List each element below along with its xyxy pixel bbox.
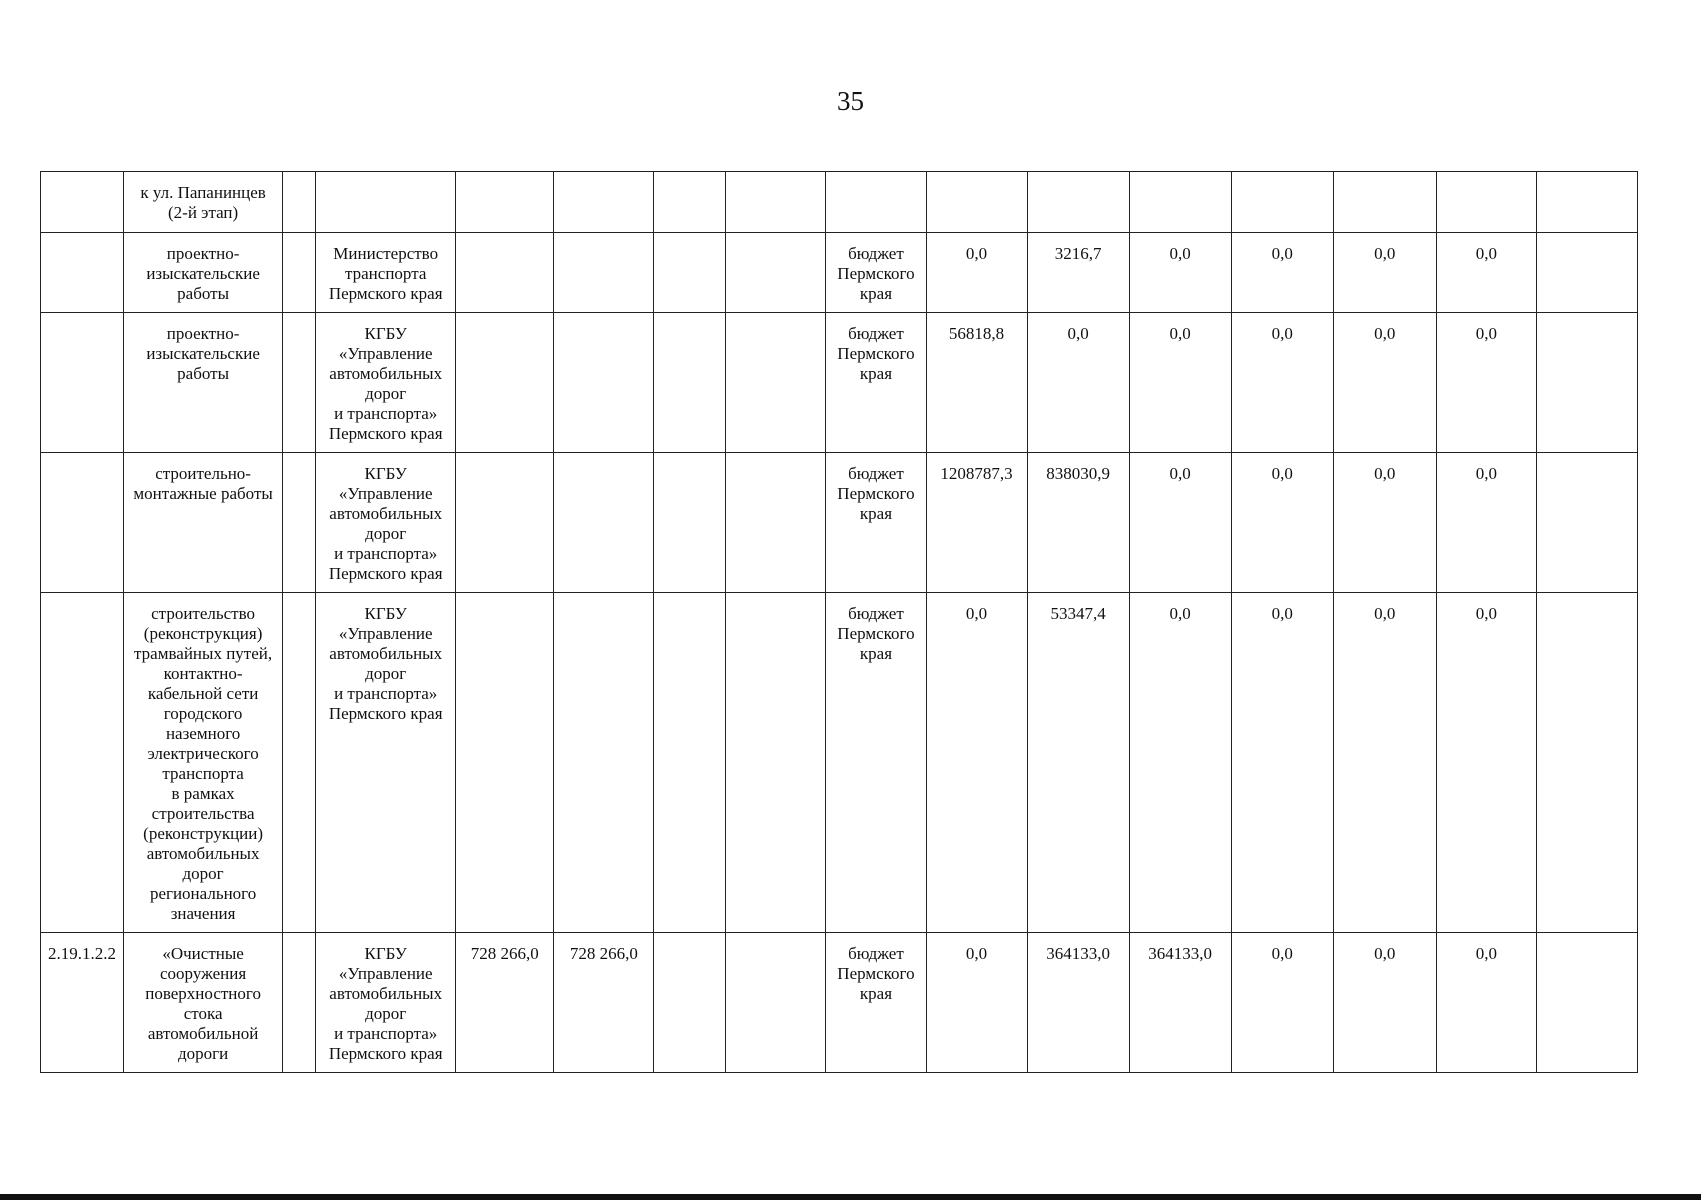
cell-name-line: трамвайных путей,	[134, 644, 273, 663]
cell-name-line: «Очистные	[162, 944, 244, 963]
cell-executor-line: Пермского края	[328, 1044, 443, 1063]
cell-name	[124, 933, 283, 1073]
cell-empty	[1536, 933, 1637, 1073]
cell-name-line: транспорта	[162, 764, 244, 783]
cell-name-line: (2-й этап)	[168, 203, 239, 222]
cell-value-3	[1129, 172, 1231, 233]
cell-value-2: 838030,9	[1027, 453, 1129, 593]
cell-value-5	[1333, 172, 1436, 233]
cell-empty	[654, 453, 726, 593]
cell-executor-line: Пермского края	[328, 284, 443, 303]
cell-value-2: 53347,4	[1027, 593, 1129, 933]
cell-code	[41, 593, 124, 933]
cell-value-6: 0,0	[1436, 593, 1536, 933]
cell-empty	[726, 313, 826, 453]
cell-value-2	[1027, 172, 1129, 233]
cell-cost-1	[456, 313, 554, 453]
cell-executor-line: автомобильных	[329, 364, 443, 383]
cell-value-3: 364133,0	[1129, 933, 1231, 1073]
cell-value-6: 0,0	[1436, 313, 1536, 453]
cell-executor	[316, 233, 456, 313]
cell-value-3: 0,0	[1129, 233, 1231, 313]
cell-funding-source	[826, 593, 926, 933]
cell-name-line: строительно-	[155, 464, 251, 483]
cell-cost-1	[456, 172, 554, 233]
cell-funding-source-line: бюджет	[848, 464, 904, 483]
cell-empty	[1536, 172, 1637, 233]
cell-executor-line: «Управление	[338, 964, 433, 983]
cell-executor-line: и транспорта»	[334, 1024, 438, 1043]
cell-code	[41, 172, 124, 233]
cell-executor	[316, 593, 456, 933]
cell-funding-source	[826, 453, 926, 593]
cell-executor-line: транспорта	[345, 264, 427, 283]
cell-funding-source-line: бюджет	[848, 944, 904, 963]
cell-value-4: 0,0	[1231, 933, 1333, 1073]
page-number: 35	[837, 86, 864, 116]
cell-executor-line: Пермского края	[328, 424, 443, 443]
cell-funding-source-line: Пермского	[837, 264, 915, 283]
cell-funding-source-line: Пермского	[837, 964, 915, 983]
cell-value-3: 0,0	[1129, 453, 1231, 593]
cell-value-4: 0,0	[1231, 453, 1333, 593]
cell-value-3: 0,0	[1129, 313, 1231, 453]
cell-cost-2	[554, 453, 654, 593]
cell-name-line: к ул. Папанинцев	[140, 183, 266, 202]
table-row	[41, 233, 1638, 313]
cell-name-line: дороги	[177, 1044, 229, 1063]
cell-name-line: изыскательские	[146, 264, 260, 283]
cell-funding-source-line: края	[859, 984, 893, 1003]
cell-funding-source-line: бюджет	[848, 604, 904, 623]
cell-executor-line: КГБУ	[364, 464, 407, 483]
cell-name-line: изыскательские	[146, 344, 260, 363]
cell-name-line: поверхностного	[145, 984, 261, 1003]
cell-executor-line: Министерство	[333, 244, 439, 263]
cell-value-5: 0,0	[1333, 453, 1436, 593]
cell-executor-line: и транспорта»	[334, 684, 438, 703]
cell-name-line: проектно-	[166, 324, 240, 343]
cell-funding-source-line: бюджет	[848, 324, 904, 343]
cell-executor-line: автомобильных	[329, 644, 443, 663]
cell-empty	[654, 233, 726, 313]
table-body	[41, 172, 1638, 1073]
cell-value-3: 0,0	[1129, 593, 1231, 933]
cell-empty	[1536, 453, 1637, 593]
cell-empty	[726, 172, 826, 233]
cell-name	[124, 313, 283, 453]
cell-executor	[316, 933, 456, 1073]
cell-value-6: 0,0	[1436, 453, 1536, 593]
cell-value-5: 0,0	[1333, 233, 1436, 313]
cell-value-1: 1208787,3	[926, 453, 1027, 593]
cell-cost-2: 728 266,0	[554, 933, 654, 1073]
cell-value-5: 0,0	[1333, 933, 1436, 1073]
cell-executor-line: КГБУ	[364, 324, 407, 343]
cell-value-6: 0,0	[1436, 933, 1536, 1073]
cell-executor-line: «Управление	[338, 344, 433, 363]
cell-value-2: 364133,0	[1027, 933, 1129, 1073]
cell-name	[124, 172, 283, 233]
cell-name-line: монтажные работы	[133, 484, 273, 503]
cell-code	[41, 233, 124, 313]
cell-executor-line: автомобильных	[329, 984, 443, 1003]
cell-value-1: 0,0	[926, 933, 1027, 1073]
cell-funding-source-line: края	[859, 284, 893, 303]
cell-executor-line: дорог	[365, 1004, 407, 1023]
cell-funding-source-line: Пермского	[837, 624, 915, 643]
cell-value-4: 0,0	[1231, 313, 1333, 453]
cell-name-line: работы	[177, 284, 229, 303]
cell-empty	[283, 453, 316, 593]
cell-name-line: автомобильной	[147, 1024, 259, 1043]
cell-name-line: строительство	[151, 604, 256, 623]
cell-executor-line: дорог	[365, 384, 407, 403]
cell-funding-source	[826, 172, 926, 233]
cell-executor-line: дорог	[365, 524, 407, 543]
cell-empty	[283, 313, 316, 453]
cell-empty	[1536, 593, 1637, 933]
cell-cost-1	[456, 453, 554, 593]
cell-value-1: 0,0	[926, 593, 1027, 933]
cell-empty	[654, 593, 726, 933]
cell-name-line: (реконструкция)	[143, 624, 263, 643]
table-row	[41, 593, 1638, 933]
cell-value-5: 0,0	[1333, 313, 1436, 453]
cell-funding-source	[826, 233, 926, 313]
cell-name-line: работы	[177, 364, 229, 383]
cell-name-line: электрического	[147, 744, 259, 763]
cell-code: 2.19.1.2.2	[41, 933, 124, 1073]
cell-value-6	[1436, 172, 1536, 233]
cell-name-line: автомобильных	[146, 844, 260, 863]
cell-empty	[283, 593, 316, 933]
cell-executor-line: Пермского края	[328, 704, 443, 723]
cell-executor-line: и транспорта»	[334, 544, 438, 563]
cell-cost-2	[554, 313, 654, 453]
cell-executor-line: Пермского края	[328, 564, 443, 583]
cell-executor-line: КГБУ	[364, 604, 407, 623]
cell-funding-source	[826, 933, 926, 1073]
cell-value-6: 0,0	[1436, 233, 1536, 313]
cell-name	[124, 233, 283, 313]
program-table	[40, 171, 1638, 1073]
cell-executor-line: автомобильных	[329, 504, 443, 523]
cell-cost-1	[456, 593, 554, 933]
cell-empty	[1536, 313, 1637, 453]
cell-funding-source-line: края	[859, 364, 893, 383]
cell-name-line: наземного	[165, 724, 241, 743]
cell-empty	[1536, 233, 1637, 313]
cell-cost-2	[554, 593, 654, 933]
cell-empty	[283, 233, 316, 313]
cell-value-4: 0,0	[1231, 233, 1333, 313]
cell-empty	[654, 933, 726, 1073]
cell-name-line: (реконструкции)	[143, 824, 264, 843]
cell-name-line: кабельной сети	[147, 684, 259, 703]
cell-name-line: городского	[163, 704, 243, 723]
cell-code	[41, 453, 124, 593]
cell-name	[124, 453, 283, 593]
cell-funding-source	[826, 313, 926, 453]
cell-executor-line: «Управление	[338, 624, 433, 643]
cell-value-1: 56818,8	[926, 313, 1027, 453]
cell-value-5: 0,0	[1333, 593, 1436, 933]
cell-executor-line: «Управление	[338, 484, 433, 503]
cell-cost-2	[554, 172, 654, 233]
table-row	[41, 313, 1638, 453]
cell-executor	[316, 453, 456, 593]
cell-cost-1: 728 266,0	[456, 933, 554, 1073]
cell-name-line: в рамках	[171, 784, 235, 803]
cell-code	[41, 313, 124, 453]
table-row	[41, 453, 1638, 593]
cell-executor-line: дорог	[365, 664, 407, 683]
cell-cost-1	[456, 233, 554, 313]
cell-executor-line: КГБУ	[364, 944, 407, 963]
cell-funding-source-line: края	[859, 644, 893, 663]
cell-executor	[316, 313, 456, 453]
cell-funding-source-line: края	[859, 504, 893, 523]
cell-value-1	[926, 172, 1027, 233]
cell-funding-source-line: Пермского	[837, 344, 915, 363]
cell-name-line: дорог	[182, 864, 224, 883]
cell-value-4: 0,0	[1231, 593, 1333, 933]
cell-empty	[726, 933, 826, 1073]
cell-value-4	[1231, 172, 1333, 233]
cell-value-1: 0,0	[926, 233, 1027, 313]
cell-name-line: значения	[170, 904, 236, 923]
cell-value-2: 3216,7	[1027, 233, 1129, 313]
cell-name-line: стока	[183, 1004, 223, 1023]
cell-name-line: проектно-	[166, 244, 240, 263]
cell-empty	[726, 453, 826, 593]
cell-cost-2	[554, 233, 654, 313]
cell-name-line: контактно-	[163, 664, 243, 683]
cell-name-line: строительства	[151, 804, 255, 823]
scan-edge	[0, 1194, 1701, 1200]
cell-name-line: регионального	[149, 884, 257, 903]
cell-value-2: 0,0	[1027, 313, 1129, 453]
cell-name	[124, 593, 283, 933]
cell-empty	[726, 593, 826, 933]
cell-name-line: сооружения	[160, 964, 247, 983]
cell-empty	[654, 313, 726, 453]
cell-empty	[283, 933, 316, 1073]
table-row	[41, 172, 1638, 233]
cell-funding-source-line: Пермского	[837, 484, 915, 503]
table-row	[41, 933, 1638, 1073]
cell-executor-line: и транспорта»	[334, 404, 438, 423]
cell-empty	[283, 172, 316, 233]
cell-empty	[726, 233, 826, 313]
cell-executor	[316, 172, 456, 233]
cell-empty	[654, 172, 726, 233]
cell-funding-source-line: бюджет	[848, 244, 904, 263]
